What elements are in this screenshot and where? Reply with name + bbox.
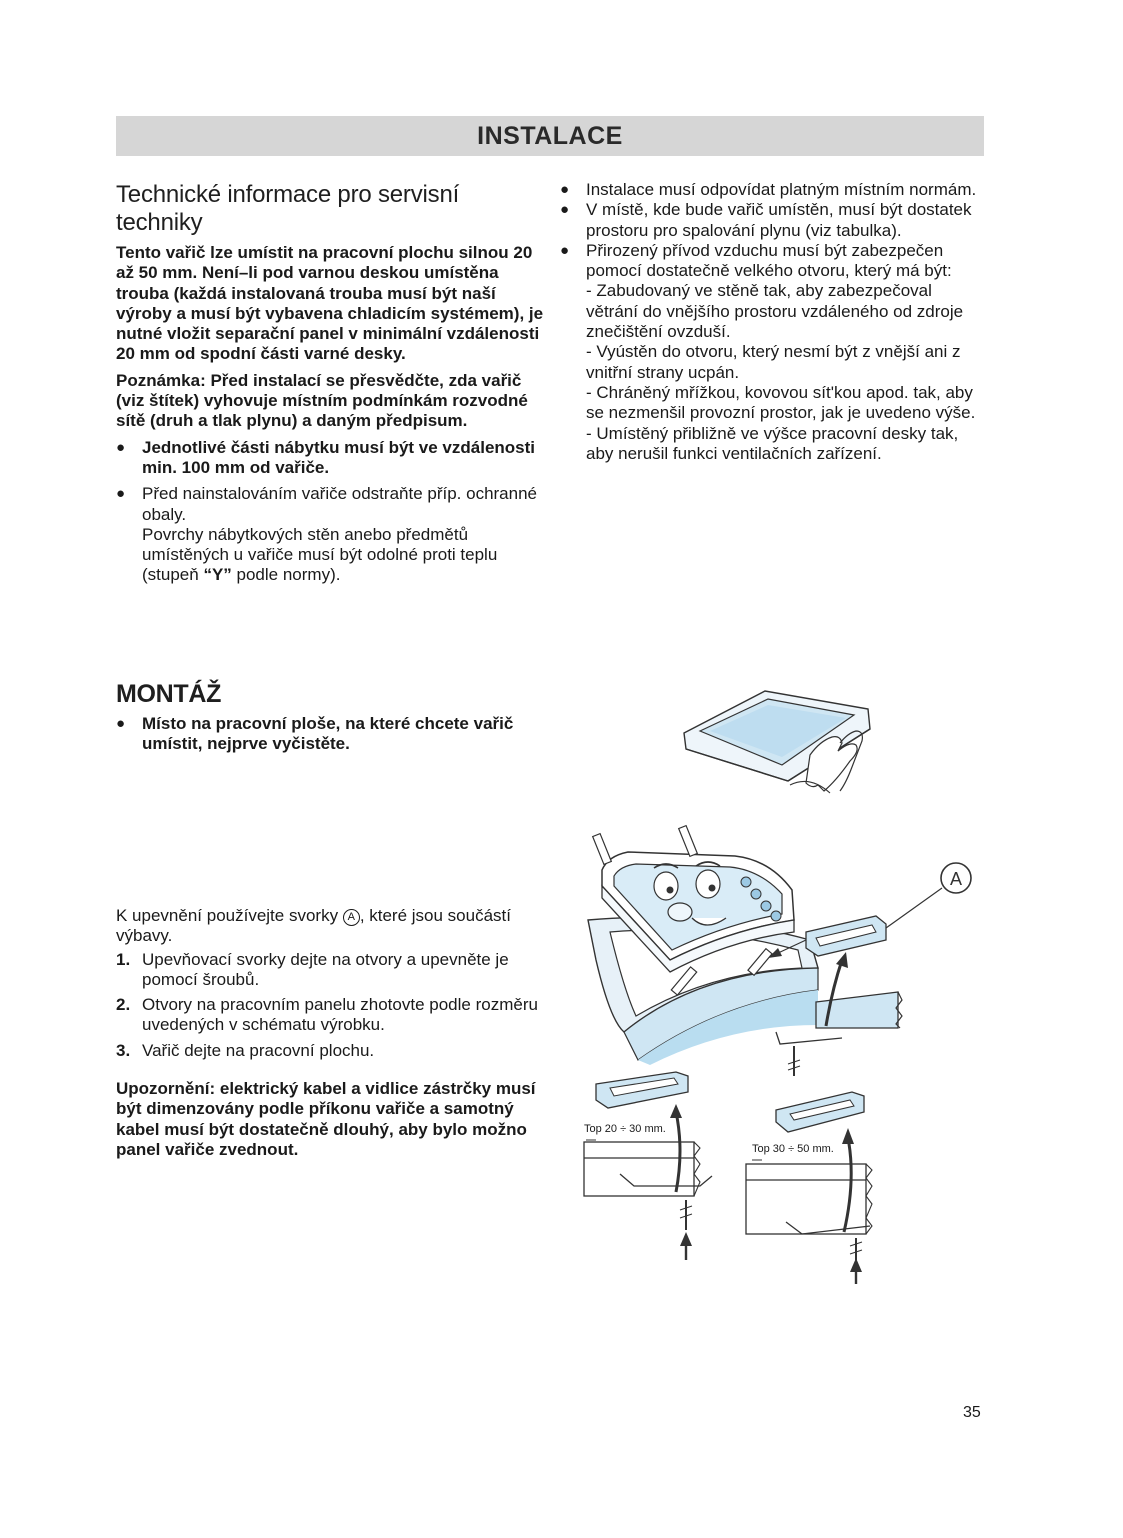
list-item: 3. Vařič dejte na pracovní plochu. (116, 1040, 375, 1060)
bullet-icon: ● (116, 438, 126, 456)
clamp-a-symbol: A (343, 909, 360, 926)
bullet-icon: ● (560, 201, 570, 219)
list-item: ● Jednotlivé části nábytku musí být ve vzdálenosti min. 100 mm od vařiče. (116, 437, 536, 477)
clamps-text: K upevnění používejte svorky A , které jsou součástí výbavy. (116, 906, 511, 946)
bullet-icon: ● (116, 485, 126, 503)
bullet2-line-c: podle normy). (236, 565, 341, 585)
tech-info-section (116, 181, 546, 592)
tech-note: Poznámka: Před instalací se přesvědčte, zda vařič (viz štítek) vyhovuje místním podmínkám rozvodné sítě (druh a tlak plynu) a daným předpisum. (116, 370, 528, 431)
bullet-icon: ● (116, 715, 126, 732)
list-item: ● V místě, kde bude vařič umístěn, musí být dostatek prostoru pro spalování plynu (viz tabulka). (560, 200, 972, 240)
assembly-section (116, 680, 546, 761)
top-small-label: Top 20 ÷ 30 mm. (584, 1123, 666, 1135)
sub-item: - Chráněný mřížkou, kovovou sít'kou apod. tak, aby se nezmenšil provozní prostor, jak je uvedeno výše. (586, 382, 976, 423)
tech-heading: Technické informace pro servisní techniky (116, 181, 460, 236)
list-item: 2. Otvory na pracovním panelu zhotovte podle rozměru uvedených v schématu výrobku. (116, 995, 538, 1035)
bullet2-line-b: Povrchy nábytkových stěn anebo předmětů umístěných u vařiče musí být odolné proti teplu (stupeň (142, 524, 498, 585)
page-number: 35 (963, 1404, 981, 1421)
top-large-label: Top 30 ÷ 50 mm. (752, 1143, 834, 1155)
bullet-icon: ● (560, 241, 570, 259)
cleaning-illustration (670, 685, 885, 805)
ventilation-section (560, 180, 985, 464)
sub-item: - Umístěný přibližně ve výšce pracovní desky tak, aby nerušil funkci ventilačních zařízení. (586, 423, 959, 463)
bullet2-line-a: Před nainstalováním vařiče odstraňte příp. ochranné obaly. (142, 484, 538, 524)
assembly-steps (116, 906, 546, 1166)
section-banner (116, 116, 984, 156)
grade-y: “Y” (203, 565, 232, 585)
section-title: INSTALACE (477, 121, 623, 150)
mounting-illustration (580, 820, 980, 1290)
bullet-icon: ● (560, 181, 570, 198)
label-a: A (949, 869, 963, 889)
warning-text: Upozornění: elektrický kabel a vidlice zástrčky musí být dimenzovány podle příkonu vařiče a samotný kabel musí být dostatečně dlouhý, aby bylo možno panel vařiče zvednout. (116, 1079, 536, 1159)
list-item (116, 484, 546, 585)
list-item: ● Instalace musí odpovídat platným místním normám. (560, 180, 977, 199)
list-item: ● Místo na pracovní ploše, na které chcete vařič umístit, nejprve vyčistěte. (116, 714, 514, 754)
sub-item: - Vyústěn do otvoru, který nesmí být z vnější ani z vnitřní strany ucpán. (586, 342, 961, 382)
sub-item: - Zabudovaný ve stěně tak, aby zabezpečoval větrání do vnějšího prostoru vzdáleného od zdroje znečištění ovzduší. (586, 281, 964, 342)
list-item: 1. Upevňovací svorky dejte na otvory a upevněte je pomocí šroubů. (116, 949, 509, 989)
list-item: ● Přirozený přívod vzduchu musí být zabezpečen pomocí dostatečně velkého otvoru, který má být: - Zabudovaný ve stěně tak, aby zabezpečoval větrání do vnějšího prostoru vzdáleného od zdroje znečištění ovzduší. - Vyústěn do otvoru, který nesmí být z vnější ani z vnitřní strany ucpán. - Chráněný mřížkou, kovovou sít'kou apod. tak, aby se nezmenšil provozní prostor, jak je uvedeno výše. - Umístěný přibližně ve výšce pracovní desky tak, aby nerušil funkci ventilačních zařízení. (560, 240, 976, 463)
tech-intro: Tento vařič lze umístit na pracovní plochu silnou 20 až 50 mm. Není–li pod varnou deskou umístěna trouba (každá instalovaná trouba musí být naší výroby a musí být vybavena chladicím systémem), je nutné vložit separační panel v minimální vzdálenosti 20 mm od spodní části varné desky. (116, 243, 544, 364)
assembly-heading: MONTÁŽ (116, 680, 222, 708)
